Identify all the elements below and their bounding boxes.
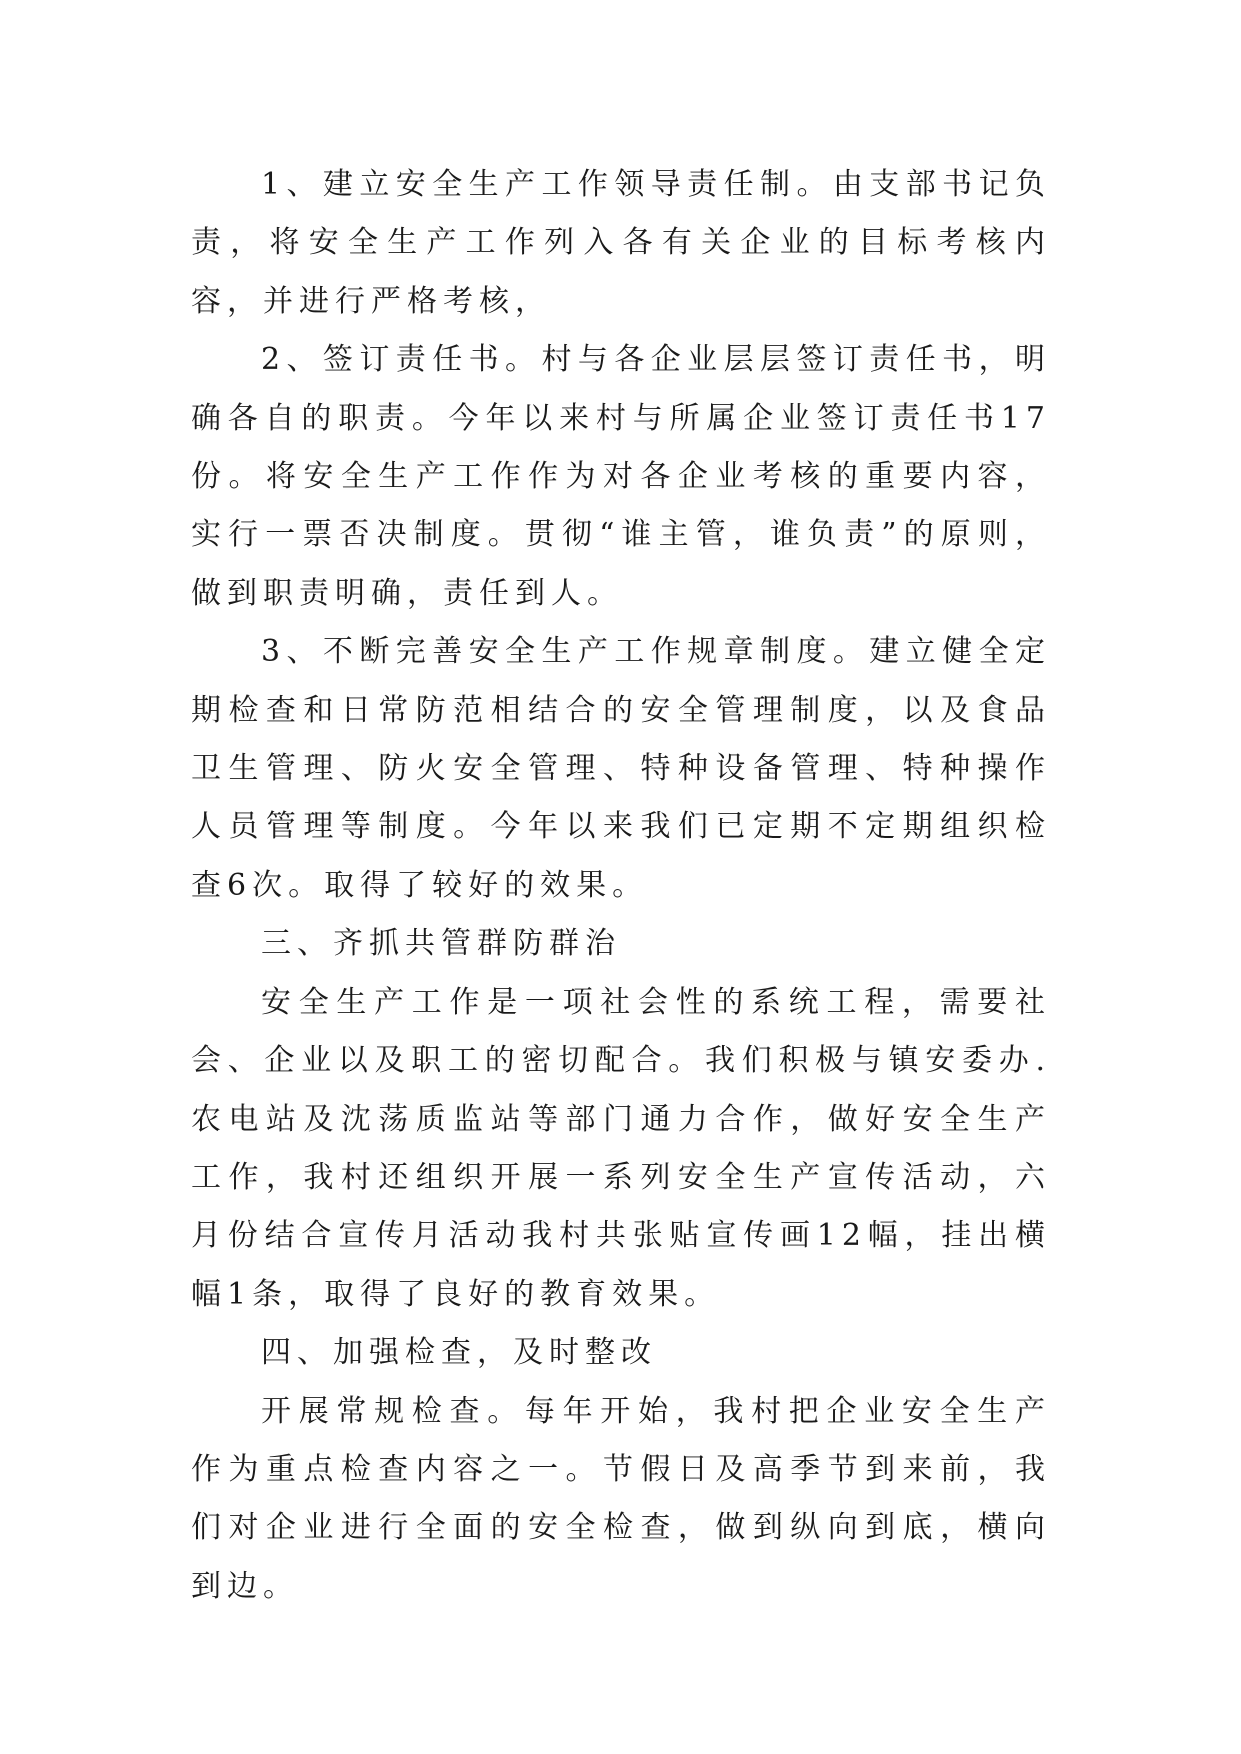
paragraph-responsibility-system: 1、建立安全生产工作领导责任制。由支部书记负责，将安全生产工作列入各有关企业的目标考核内容，并进行严格考核，: [191, 167, 1051, 319]
section-heading-joint-management: 三、齐抓共管群防群治: [261, 926, 621, 962]
paragraph-rules-improvement: 3、不断完善安全生产工作规章制度。建立健全定期检查和日常防范相结合的安全管理制度，以及食品卫生管理、防火安全管理、特种设备管理、特种操作人员管理等制度。今年以来我们已定期不定期组织检查6次。取得了较好的效果。: [191, 634, 1051, 903]
paragraph-responsibility-letters: 2、签订责任书。村与各企业层层签订责任书，明确各自的职责。今年以来村与所属企业签订责任书17份。将安全生产工作作为对各企业考核的重要内容，实行一票否决制度。贯彻“谁主管，谁负责”的原则，做到职责明确，责任到人。: [191, 342, 1051, 611]
paragraph-joint-management: 安全生产工作是一项社会性的系统工程，需要社会、企业以及职工的密切配合。我们积极与镇安委办.农电站及沈荡质监站等部门通力合作，做好安全生产工作，我村还组织开展一系列安全生产宣传活动，六月份结合宣传月活动我村共张贴宣传画12幅，挂出横幅1条，取得了良好的教育效果。: [191, 984, 1051, 1312]
section-heading-inspection: 四、加强检查，及时整改: [261, 1335, 657, 1371]
paragraph-routine-inspection: 开展常规检查。每年开始，我村把企业安全生产作为重点检查内容之一。节假日及高季节到来前，我们对企业进行全面的安全检查，做到纵向到底，横向到边。: [191, 1393, 1051, 1604]
document-body: [191, 156, 1051, 1616]
